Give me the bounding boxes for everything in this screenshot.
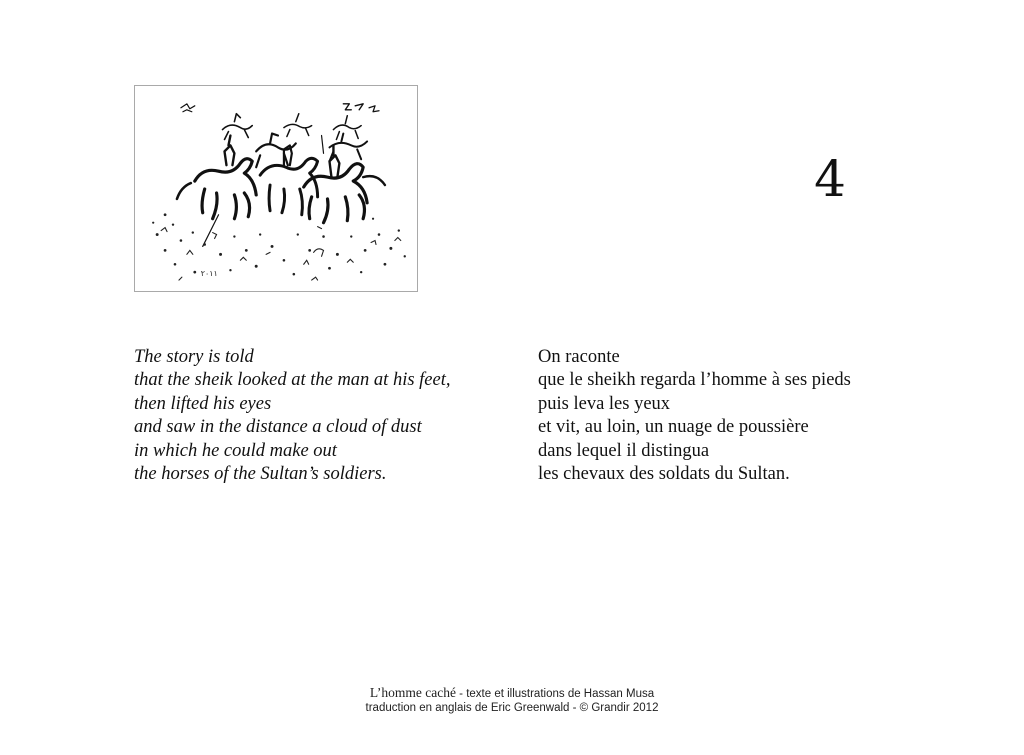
- book-title: L’homme caché: [369, 685, 456, 700]
- verse-line: in which he could make out: [134, 440, 337, 461]
- verse-line: que le sheikh regarda l’homme à ses pieds: [538, 370, 851, 391]
- verse-line: The story is told: [134, 347, 254, 367]
- illustration-frame: [134, 85, 418, 292]
- verse-line: and saw in the distance a cloud of dust: [134, 417, 422, 438]
- horsemen-ink-drawing-icon: [135, 86, 417, 291]
- verse-line: then lifted his eyes: [134, 393, 272, 414]
- verse-line: les chevaux des soldats du Sultan.: [538, 464, 790, 485]
- verse-line: et vit, au loin, un nuage de poussière: [538, 417, 809, 438]
- colophon-credits: - texte et illustrations de Hassan Musa: [455, 688, 655, 700]
- colophon: [262, 686, 762, 715]
- verse-line: On raconte: [538, 347, 620, 367]
- verse-line: the horses of the Sultan’s soldiers.: [134, 464, 387, 485]
- page-number: 4: [814, 150, 846, 208]
- verse-french: [538, 346, 851, 486]
- verse-line: dans lequel il distingua: [538, 440, 710, 461]
- illustration-signature: ٢٠١١: [200, 269, 218, 279]
- verse-english: [134, 346, 451, 486]
- colophon-line-2: traduction en anglais de Eric Greenwald - © Grandir 2012: [365, 702, 659, 714]
- verse-line: puis leva les yeux: [538, 393, 671, 414]
- verse-line: that the sheik looked at the man at his feet,: [134, 370, 451, 391]
- colophon-line-1: [262, 686, 762, 701]
